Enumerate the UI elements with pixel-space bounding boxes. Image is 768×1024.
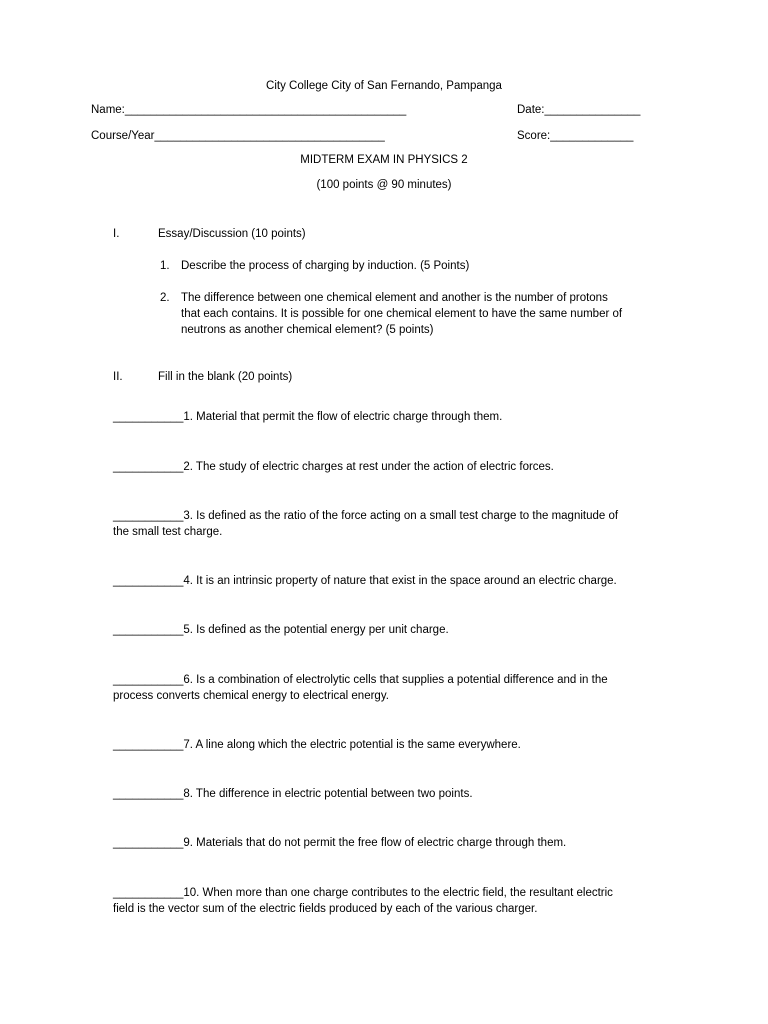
exam-title: MIDTERM EXAM IN PHYSICS 2: [300, 154, 468, 166]
essay-item-2-line-1: The difference between one chemical element and another is the number of protons: [181, 292, 608, 304]
blank-item-6-line-1: ___________6. Is a combination of electrolytic cells that supplies a potential difference and in the: [113, 674, 608, 686]
date-field: Date:_______________: [517, 104, 641, 116]
blank-item-2: ___________2. The study of electric charges at rest under the action of electric forces.: [113, 461, 554, 473]
school-name: City College City of San Fernando, Pampanga: [266, 80, 502, 92]
blank-item-3-line-2: the small test charge.: [113, 526, 223, 538]
blank-item-10-line-1: ___________10. When more than one charge contributes to the electric field, the resultant electric: [113, 887, 613, 899]
section-1-numeral: I.: [113, 228, 120, 240]
section-2-numeral: II.: [113, 371, 123, 383]
essay-item-1-number: 1.: [160, 260, 170, 272]
essay-item-2-line-3: neutrons as another chemical element? (5 points): [181, 324, 434, 336]
exam-info: (100 points @ 90 minutes): [316, 179, 452, 191]
essay-item-1-text: Describe the process of charging by induction. (5 Points): [181, 260, 470, 272]
blank-item-10-line-2: field is the vector sum of the electric fields produced by each of the various charger.: [113, 903, 538, 915]
blank-item-7: ___________7. A line along which the electric potential is the same everywhere.: [113, 739, 521, 751]
score-field: Score:_____________: [517, 130, 634, 142]
name-field: Name:____________________________________________: [91, 104, 407, 116]
essay-item-2-line-2: that each contains. It is possible for one chemical element to have the same number of: [181, 308, 623, 320]
blank-item-9: ___________9. Materials that do not permit the free flow of electric charge through them.: [113, 837, 567, 849]
section-2-title: Fill in the blank (20 points): [158, 371, 293, 383]
blank-item-1: ___________1. Material that permit the flow of electric charge through them.: [113, 411, 503, 423]
essay-item-2-number: 2.: [160, 292, 170, 304]
blank-item-4: ___________4. It is an intrinsic property of nature that exist in the space around an electric charge.: [113, 575, 617, 587]
blank-item-3-line-1: ___________3. Is defined as the ratio of the force acting on a small test charge to the magnitude of: [113, 510, 619, 522]
section-1-title: Essay/Discussion (10 points): [158, 228, 306, 240]
blank-item-8: ___________8. The difference in electric potential between two points.: [113, 788, 473, 800]
blank-item-5: ___________5. Is defined as the potential energy per unit charge.: [113, 624, 449, 636]
course-year-field: Course/Year____________________________________: [91, 130, 385, 142]
blank-item-6-line-2: process converts chemical energy to electrical energy.: [113, 690, 389, 702]
